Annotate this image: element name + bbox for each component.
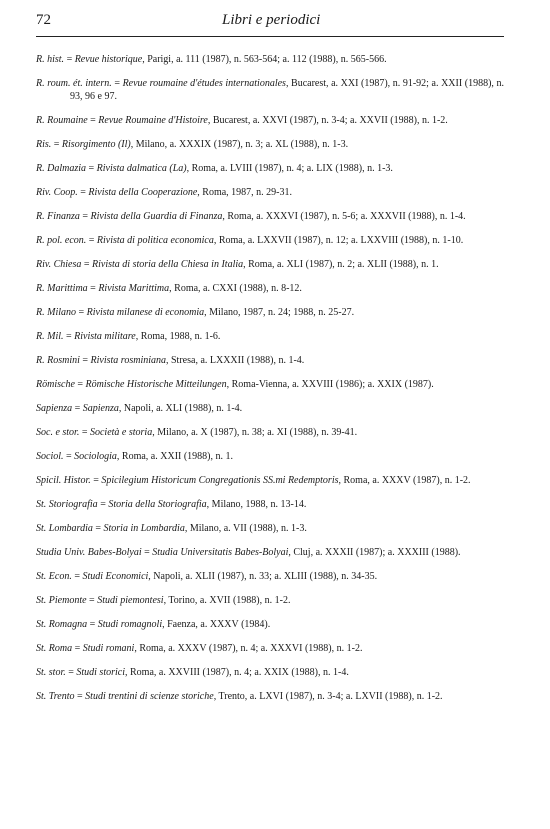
list-item — [36, 186, 504, 199]
entry-title: Revue Roumaine d'Histoire — [98, 115, 208, 126]
list-item — [36, 234, 504, 247]
list-item — [36, 53, 504, 66]
entry-details: , Roma, a. LXXVII (1987), n. 12; a. LXXVIII (1988), n. 1-10. — [213, 235, 464, 246]
equals-sign: = — [63, 331, 75, 342]
list-item — [36, 378, 504, 391]
entry-abbreviation: R. Dalmazia — [36, 163, 86, 174]
entry-details: , Roma, a. XXVIII (1987), n. 4; a. XXIX (1988), n. 1-4. — [125, 667, 349, 678]
entry-details: , Napoli, a. XLI (1988), n. 1-4. — [118, 403, 243, 414]
entry-details: , Milano, 1987, n. 24; 1988, n. 25-27. — [204, 307, 355, 318]
entry-abbreviation: R. Finanza — [36, 211, 80, 222]
entry-details: , Roma, a. XXII (1988), n. 1. — [116, 451, 234, 462]
list-item — [36, 642, 504, 655]
equals-sign: = — [97, 499, 109, 510]
entry-details: , Roma, a. XLI (1987), n. 2; a. XLII (1988), n. 1. — [243, 259, 439, 270]
entry-abbreviation: Studia Univ. Babes-Bolyai — [36, 547, 142, 558]
entry-abbreviation: Römische — [36, 379, 75, 390]
entry-title: Risorgimento (Il) — [61, 139, 131, 150]
equals-sign: = — [81, 259, 93, 270]
list-item — [36, 666, 504, 679]
list-item — [36, 450, 504, 463]
equals-sign: = — [86, 163, 97, 174]
entry-title: Rivista rosminiana — [90, 355, 166, 366]
entry-abbreviation: R. Roumaine — [36, 115, 88, 126]
equals-sign: = — [77, 187, 89, 198]
entry-abbreviation: St. stor. — [36, 667, 66, 678]
equals-sign: = — [141, 547, 153, 558]
entry-title: Studi piemontesi — [97, 595, 164, 606]
entry-abbreviation: Ris. — [36, 139, 52, 150]
entry-abbreviation: St. Trento — [36, 691, 75, 702]
equals-sign: = — [72, 643, 83, 654]
entry-details: , Cluj, a. XXXII (1987); a. XXXIII (1988). — [288, 547, 461, 558]
entry-details: , Trento, a. LXVI (1987), n. 3-4; a. LXVII (1988), n. 1-2. — [213, 691, 443, 702]
entry-title: Revue roumaine d'études internationales — [122, 78, 286, 89]
entry-abbreviation: St. Roma — [36, 643, 73, 654]
entry-details: , Roma, a. XXXV (1987), n. 4; a. XXXVI (1988), n. 1-2. — [134, 643, 363, 654]
entry-details: , Faenza, a. XXXV (1984). — [162, 619, 271, 630]
entry-details: , Stresa, a. LXXXII (1988), n. 1-4. — [166, 355, 305, 366]
page-number: 72 — [36, 12, 51, 28]
entry-title: Studia Universitatis Babes-Bolyai — [152, 547, 289, 558]
equals-sign: = — [64, 54, 75, 65]
equals-sign: = — [51, 139, 62, 150]
entry-details: , Roma, 1988, n. 1-6. — [135, 331, 221, 342]
list-item — [36, 114, 504, 127]
entry-details: , Milano, 1988, n. 13-14. — [206, 499, 307, 510]
entry-title: Storia in Lombardia — [103, 523, 185, 534]
list-item — [36, 426, 504, 439]
list-item — [36, 594, 504, 607]
equals-sign: = — [79, 355, 91, 366]
entry-title: Studi storici — [76, 667, 125, 678]
entry-abbreviation: St. Piemonte — [36, 595, 87, 606]
entry-title: Società e storia — [89, 427, 153, 438]
equals-sign: = — [87, 115, 99, 126]
entry-title: Rivista di storia della Chiesa in Italia — [92, 259, 244, 270]
equals-sign: = — [79, 427, 90, 438]
running-title: Libri e periodici — [222, 12, 321, 28]
entry-abbreviation: Sociol. — [36, 451, 64, 462]
entry-title: Rivista di politica economica — [96, 235, 214, 246]
entry-abbreviation: R. Mil. — [36, 331, 64, 342]
equals-sign: = — [74, 379, 86, 390]
entry-abbreviation: R. hist. — [36, 54, 65, 65]
entry-abbreviation: Spicil. Histor. — [36, 475, 91, 486]
equals-sign: = — [74, 691, 86, 702]
list-item — [36, 498, 504, 511]
entry-title: Römische Historische Mitteilungen — [85, 379, 227, 390]
entry-details: , Milano, a. X (1987), n. 38; a. XI (1988), n. 39-41. — [152, 427, 358, 438]
list-item — [36, 354, 504, 367]
entry-title: Studi Economici — [82, 571, 149, 582]
entry-abbreviation: R. roum. ét. intern. — [36, 78, 112, 89]
entry-details: , Bucarest, a. XXI (1987), n. 91-92; a. XXII (1988), n. 93, 96 e 97. — [70, 78, 505, 102]
entry-details: , Roma, a. XXXV (1987), n. 1-2. — [338, 475, 471, 486]
equals-sign: = — [111, 78, 123, 89]
entry-abbreviation: Riv. Coop. — [36, 187, 78, 198]
equals-sign: = — [86, 235, 97, 246]
entry-abbreviation: St. Econ. — [36, 571, 72, 582]
entry-abbreviation: Sapienza — [36, 403, 73, 414]
list-item — [36, 306, 504, 319]
list-item — [36, 522, 504, 535]
entry-details: , Roma, 1987, n. 29-31. — [197, 187, 293, 198]
entry-abbreviation: R. Marittima — [36, 283, 88, 294]
entry-title: Storia della Storiografia — [108, 499, 207, 510]
entry-details: , Napoli, a. XLII (1987), n. 33; a. XLIII (1988), n. 34-35. — [148, 571, 378, 582]
list-item — [36, 690, 504, 703]
entry-abbreviation: St. Romagna — [36, 619, 88, 630]
equals-sign: = — [87, 619, 98, 630]
list-item — [36, 138, 504, 151]
entry-title: Rivista della Cooperazione — [88, 187, 198, 198]
equals-sign: = — [86, 595, 98, 606]
entry-title: Studi romagnoli — [97, 619, 163, 630]
equals-sign: = — [65, 667, 77, 678]
list-item — [36, 77, 504, 103]
entry-abbreviation: R. Milano — [36, 307, 76, 318]
entry-abbreviation: Riv. Chiesa — [36, 259, 82, 270]
list-item — [36, 330, 504, 343]
list-item — [36, 546, 504, 559]
list-item — [36, 282, 504, 295]
entry-details: , Roma, a. XXXVI (1987), n. 5-6; a. XXXVII (1988), n. 1-4. — [222, 211, 466, 222]
entry-title: Rivista militare — [74, 331, 136, 342]
equals-sign: = — [72, 403, 83, 414]
entry-abbreviation: St. Lombardia — [36, 523, 93, 534]
entry-title: Studi trentini di scienze storiche — [85, 691, 214, 702]
entry-title: Studi romani — [82, 643, 135, 654]
equals-sign: = — [87, 283, 99, 294]
entry-details: , Roma, a. LVIII (1987), n. 4; a. LIX (1988), n. 1-3. — [186, 163, 393, 174]
equals-sign: = — [92, 523, 104, 534]
entry-title: Sociologia — [74, 451, 117, 462]
entry-abbreviation: Soc. e stor. — [36, 427, 80, 438]
list-item — [36, 258, 504, 271]
list-item — [36, 162, 504, 175]
periodical-list — [36, 53, 504, 703]
equals-sign: = — [63, 451, 75, 462]
equals-sign: = — [90, 475, 102, 486]
entry-details: , Roma, a. CXXI (1988), n. 8-12. — [169, 283, 302, 294]
equals-sign: = — [76, 307, 87, 318]
entry-title: Rivista Marittima — [98, 283, 170, 294]
entry-abbreviation: R. Rosmini — [36, 355, 80, 366]
list-item — [36, 210, 504, 223]
equals-sign: = — [79, 211, 91, 222]
entry-title: Sapienza — [82, 403, 119, 414]
list-item — [36, 474, 504, 487]
entry-details: , Torino, a. XVII (1988), n. 1-2. — [163, 595, 291, 606]
entry-details: , Roma-Vienna, a. XXVIII (1986); a. XXIX (1987). — [226, 379, 434, 390]
entry-abbreviation: St. Storiografia — [36, 499, 98, 510]
entry-title: Rivista milanese di economia — [86, 307, 205, 318]
entry-abbreviation: R. pol. econ. — [36, 235, 87, 246]
entry-title: Revue historique — [74, 54, 143, 65]
entry-title: Rivista dalmatica (La) — [96, 163, 187, 174]
entry-details: , Parigi, a. 111 (1987), n. 563-564; a. 112 (1988), n. 565-566. — [142, 54, 387, 65]
entry-title: Spicilegium Historicum Congregationis SS.mi Redemptoris — [101, 475, 339, 486]
list-item — [36, 618, 504, 631]
entry-details: , Bucarest, a. XXVI (1987), n. 3-4; a. XXVII (1988), n. 1-2. — [207, 115, 448, 126]
entry-details: , Milano, a. XXXIX (1987), n. 3; a. XL (1988), n. 1-3. — [130, 139, 349, 150]
page-header — [36, 12, 504, 37]
entry-details: , Milano, a. VII (1988), n. 1-3. — [184, 523, 307, 534]
equals-sign: = — [71, 571, 83, 582]
list-item — [36, 402, 504, 415]
list-item — [36, 570, 504, 583]
entry-title: Rivista della Guardia di Finanza — [90, 211, 223, 222]
